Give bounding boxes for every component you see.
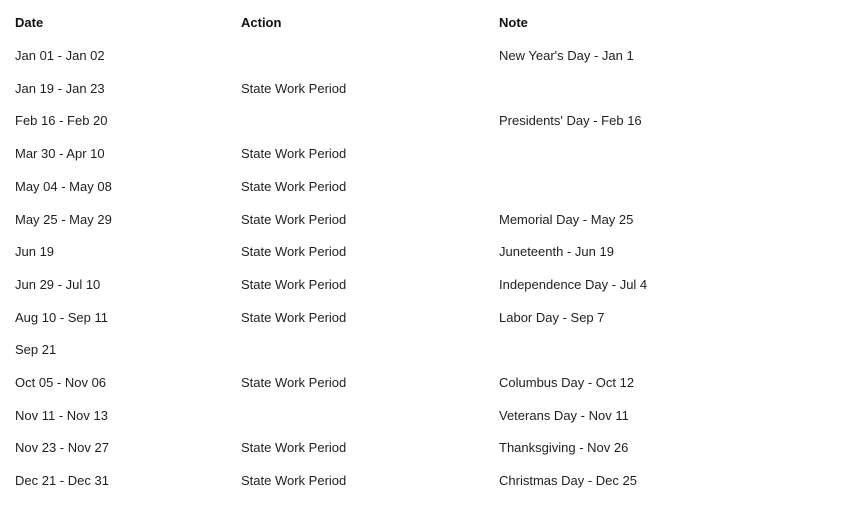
- action-cell: State Work Period: [241, 310, 347, 325]
- date-cell: Dec 21 - Dec 31: [15, 473, 109, 488]
- table-header: [0, 15, 860, 47]
- table-row: [0, 179, 860, 211]
- date-cell: Nov 11 - Nov 13: [15, 408, 108, 423]
- column-header-date: Date: [15, 15, 44, 30]
- date-cell: Oct 05 - Nov 06: [15, 375, 107, 390]
- note-cell: Independence Day - Jul 4: [499, 277, 648, 292]
- action-cell: State Work Period: [241, 179, 347, 194]
- date-cell: Sep 21: [15, 342, 57, 357]
- note-cell: New Year's Day - Jan 1: [499, 48, 634, 63]
- date-cell: Jun 19: [15, 244, 55, 259]
- action-cell: State Work Period: [241, 375, 347, 390]
- action-cell: State Work Period: [241, 81, 347, 96]
- date-cell: May 04 - May 08: [15, 179, 112, 194]
- table-row: [0, 408, 860, 440]
- date-cell: May 25 - May 29: [15, 212, 112, 227]
- date-cell: Feb 16 - Feb 20: [15, 113, 108, 128]
- date-cell: Mar 30 - Apr 10: [15, 146, 105, 161]
- table-row: [0, 146, 860, 178]
- table-row: [0, 48, 860, 80]
- column-header-action: Action: [241, 15, 282, 30]
- table-row: [0, 473, 860, 505]
- note-cell: Juneteenth - Jun 19: [499, 244, 614, 259]
- table-row: [0, 375, 860, 407]
- date-cell: Jun 29 - Jul 10: [15, 277, 101, 292]
- table-row: [0, 342, 860, 374]
- table-row: [0, 310, 860, 342]
- table-row: [0, 81, 860, 113]
- date-cell: Nov 23 - Nov 27: [15, 440, 109, 455]
- action-cell: State Work Period: [241, 212, 347, 227]
- date-cell: Jan 19 - Jan 23: [15, 81, 105, 96]
- action-cell: State Work Period: [241, 473, 347, 488]
- table-row: [0, 244, 860, 276]
- note-cell: Presidents' Day - Feb 16: [499, 113, 642, 128]
- note-cell: Labor Day - Sep 7: [499, 310, 605, 325]
- column-header-note: Note: [499, 15, 528, 30]
- note-cell: Christmas Day - Dec 25: [499, 473, 637, 488]
- date-cell: Jan 01 - Jan 02: [15, 48, 105, 63]
- table-row: [0, 113, 860, 145]
- note-cell: Veterans Day - Nov 11: [499, 408, 629, 423]
- note-cell: Columbus Day - Oct 12: [499, 375, 635, 390]
- note-cell: Memorial Day - May 25: [499, 212, 634, 227]
- action-cell: State Work Period: [241, 244, 347, 259]
- action-cell: State Work Period: [241, 146, 347, 161]
- date-cell: Aug 10 - Sep 11: [15, 310, 108, 325]
- table-row: [0, 212, 860, 244]
- note-cell: Thanksgiving - Nov 26: [499, 440, 629, 455]
- table-row: [0, 440, 860, 472]
- action-cell: State Work Period: [241, 440, 347, 455]
- table-row: [0, 277, 860, 309]
- action-cell: State Work Period: [241, 277, 347, 292]
